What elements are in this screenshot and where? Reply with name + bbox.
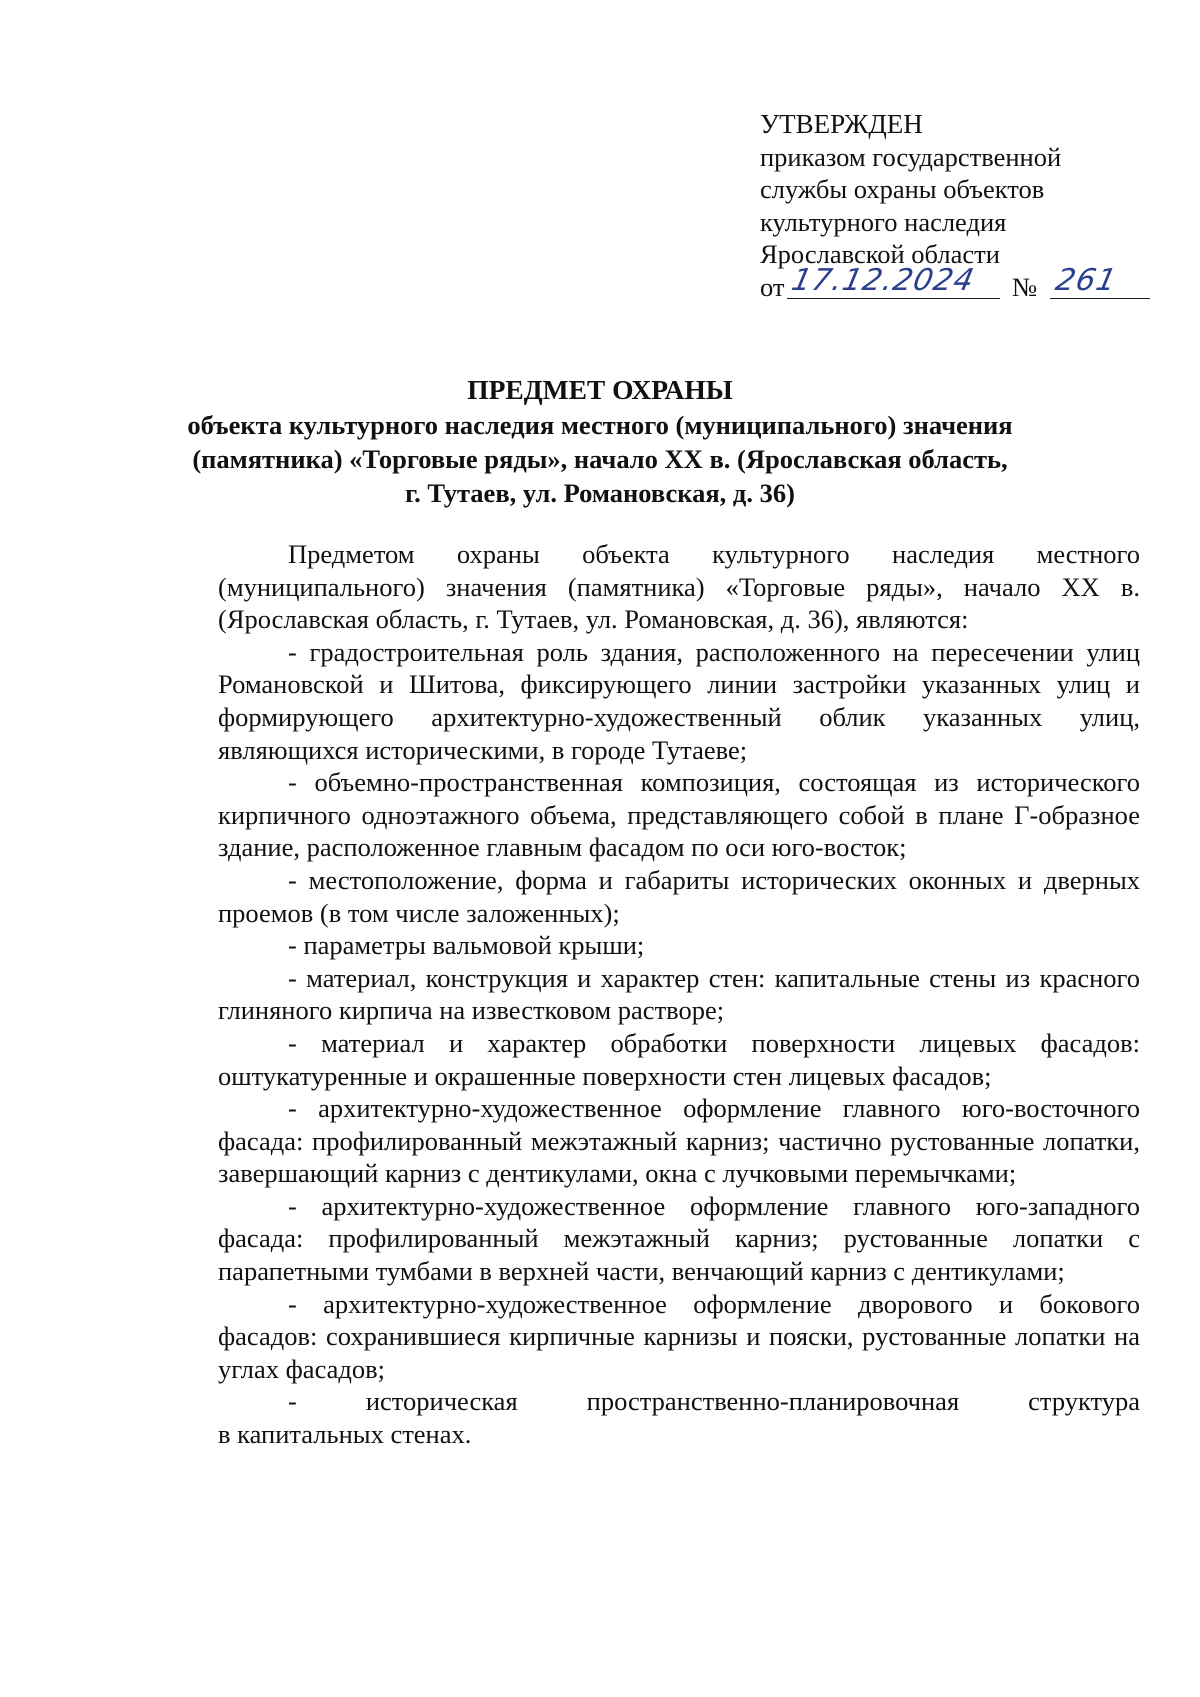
title-main: ПРЕДМЕТ ОХРАНЫ bbox=[467, 374, 733, 405]
number-prefix: № bbox=[1012, 271, 1038, 302]
order-date-number bbox=[760, 262, 1160, 311]
list-item: - параметры вальмовой крыши; bbox=[288, 930, 645, 961]
list-item: - материал и характер обработки поверхности лицевых фасадов: оштукатуренные и окрашенные поверхности стен лицевых фасадов; bbox=[218, 1027, 1140, 1091]
approval-line: службы охраны объектов bbox=[760, 174, 1045, 204]
title-line: (памятника) «Торговые ряды», начало XX в. (Ярославская область, bbox=[192, 444, 1008, 474]
intro-paragraph: Предметом охраны объекта культурного наследия местного (муниципального) значения (памятника) «Торговые ряды», начало XX в. (Ярославская область, г. Тутаев, ул. Романовская, д. 36), являются: bbox=[218, 539, 1140, 635]
list-item: - историческая пространственно-планировочная структура bbox=[288, 1386, 1140, 1417]
handwritten-date: 17.12.2024 bbox=[788, 262, 978, 298]
list-item: - градостроительная роль здания, расположенного на пересечении улиц Романовской и Шитова, фиксирующего линии застройки указанных улиц и формирующего архитектурно-художественный облик указанных улиц, являющихся историческими, в городе Тутаеве; bbox=[218, 636, 1140, 765]
list-item: - объемно-пространственная композиция, состоящая из исторического кирпичного одноэтажного объема, представляющего собой в плане Г-образное здание, расположенное главным фасадом по оси юго-восток; bbox=[218, 767, 1140, 863]
document-title bbox=[60, 372, 1140, 510]
list-item: - материал, конструкция и характер стен: капитальные стены из красного глиняного кирпича на известковом растворе; bbox=[218, 962, 1140, 1026]
approval-line: приказом государственной bbox=[760, 141, 1062, 172]
handwritten-number: 261 bbox=[1052, 262, 1121, 298]
list-item-continuation: в капитальных стенах. bbox=[218, 1419, 472, 1450]
list-item: - местоположение, форма и габариты исторических оконных и дверных проемов (в том числе заложенных); bbox=[218, 864, 1140, 928]
title-line: объекта культурного наследия местного (муниципального) значения bbox=[187, 410, 1013, 440]
list-item: - архитектурно-художественное оформление главного юго-западного фасада: профилированный межэтажный карниз; рустованные лопатки с парапетными тумбами в верхней части, венчающий карниз с дентикулами; bbox=[218, 1190, 1140, 1287]
document-body bbox=[218, 538, 1140, 1451]
list-item: - архитектурно-художественное оформление главного юго-восточного фасада: профилированный межэтажный карниз; частично рустованные лопатки, завершающий карниз с дентикулами, окна с лучковыми перемычками; bbox=[218, 1093, 1140, 1189]
approval-stamp bbox=[760, 108, 1160, 311]
date-prefix: от bbox=[760, 271, 785, 302]
approval-label: УТВЕРЖДЕН bbox=[760, 109, 923, 139]
list-item: - архитектурно-художественное оформление дворового и бокового фасадов: сохранившиеся кирпичные карнизы и пояски, рустованные лопатки на углах фасадов; bbox=[218, 1288, 1140, 1384]
title-line: г. Тутаев, ул. Романовская, д. 36) bbox=[405, 478, 795, 508]
approval-line: Ярославской области bbox=[760, 239, 1000, 269]
approval-line: культурного наследия bbox=[760, 206, 1007, 237]
